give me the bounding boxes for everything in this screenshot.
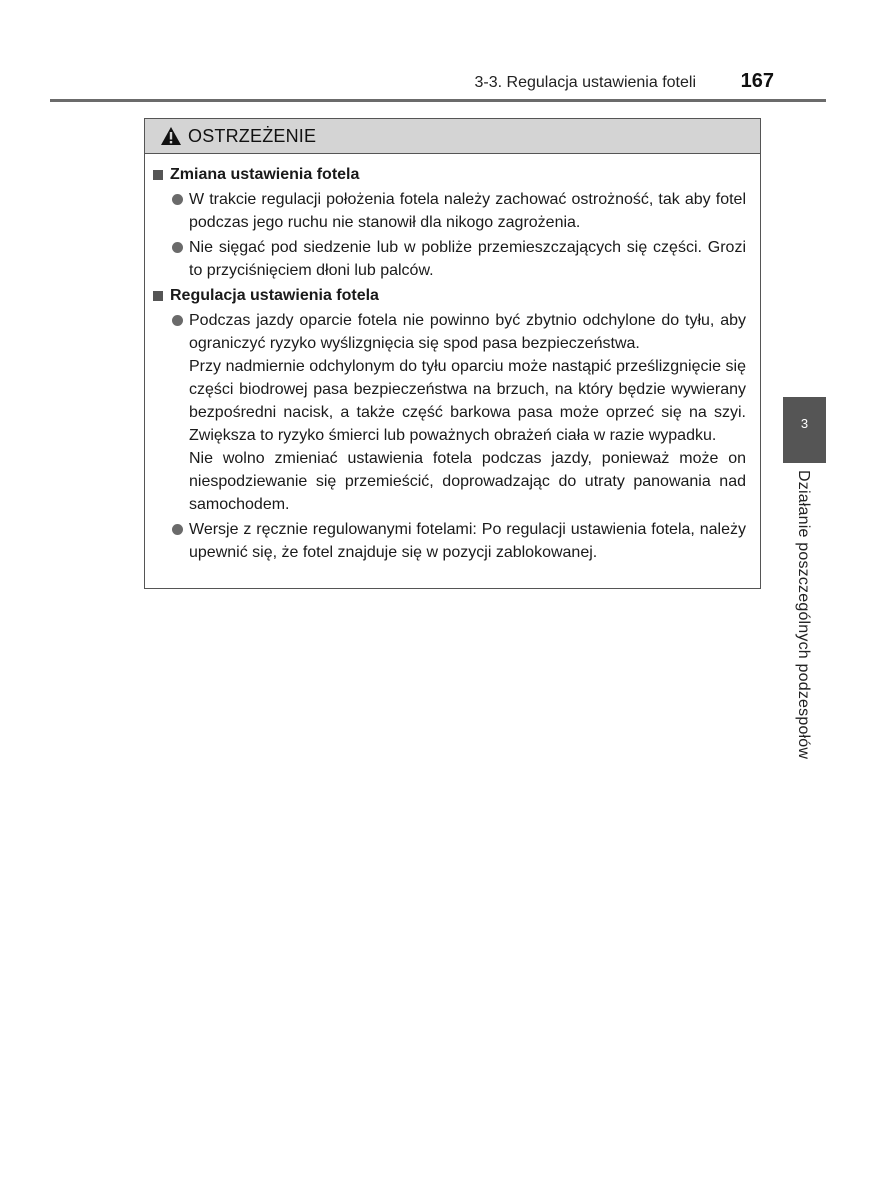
chapter-tab (783, 397, 826, 463)
warning-triangle-icon (160, 126, 182, 146)
list-item (151, 309, 746, 516)
square-bullet-icon (153, 170, 163, 180)
list-item (151, 518, 746, 564)
square-bullet-icon (153, 291, 163, 301)
list-item-text: Nie sięgać pod siedzenie lub w pobliże przemieszczających się części. Grozi to przyciśnięciem dłoni lub palców. (189, 239, 746, 279)
bullet-icon (172, 194, 183, 205)
list-item-text: Wersje z ręcznie regulowanymi fotelami: Po regulacji ustawienia fotela, należy upewnić się, że fotel znajduje się w pozycji zablokowanej. (189, 521, 746, 561)
section-heading-text: Regulacja ustawienia fotela (170, 287, 379, 304)
list-item (151, 236, 746, 282)
list-item (151, 188, 746, 234)
header-rule (50, 99, 826, 102)
warning-title: OSTRZEŻENIE (188, 125, 317, 146)
warning-box (144, 118, 761, 589)
bullet-icon (172, 315, 183, 326)
chapter-label: Działanie poszczególnych podzespołów (795, 470, 812, 760)
warning-body (145, 154, 760, 564)
section-heading (151, 284, 746, 307)
section-title: 3-3. Regulacja ustawienia foteli (474, 74, 696, 91)
list-item-text: W trakcie regulacji położenia fotela należy zachować ostrożność, tak aby fotel podczas jego ruchu nie stanowił dla nikogo zagrożenia. (189, 191, 746, 231)
warning-header (145, 119, 760, 154)
bullet-icon (172, 242, 183, 253)
bullet-icon (172, 524, 183, 535)
list-item-text: Podczas jazdy oparcie fotela nie powinno być zbytnio odchylone do tyłu, aby ograniczyć ryzyko wyślizgnięcia się spod pasa bezpieczeństwa. (189, 312, 746, 352)
section-heading (151, 163, 746, 186)
list-item-text: Przy nadmiernie odchylonym do tyłu oparciu może nastąpić prześlizgnięcie się części biodrowej pasa bezpieczeństwa na brzuch, na który będzie wywierany bezpośredni nacisk, a także część barkowa pasa może oprzeć się na szyi. Zwiększa to ryzyko śmierci lub poważnych obrażeń ciała w razie wypadku. (189, 358, 746, 444)
page-number: 167 (740, 70, 774, 92)
chapter-number: 3 (800, 416, 809, 431)
section-heading-text: Zmiana ustawienia fotela (170, 166, 360, 183)
list-item-text: Nie wolno zmieniać ustawienia fotela podczas jazdy, ponieważ może on niespodziewanie się przemieścić, doprowadzając do utraty panowania nad samochodem. (189, 450, 746, 513)
